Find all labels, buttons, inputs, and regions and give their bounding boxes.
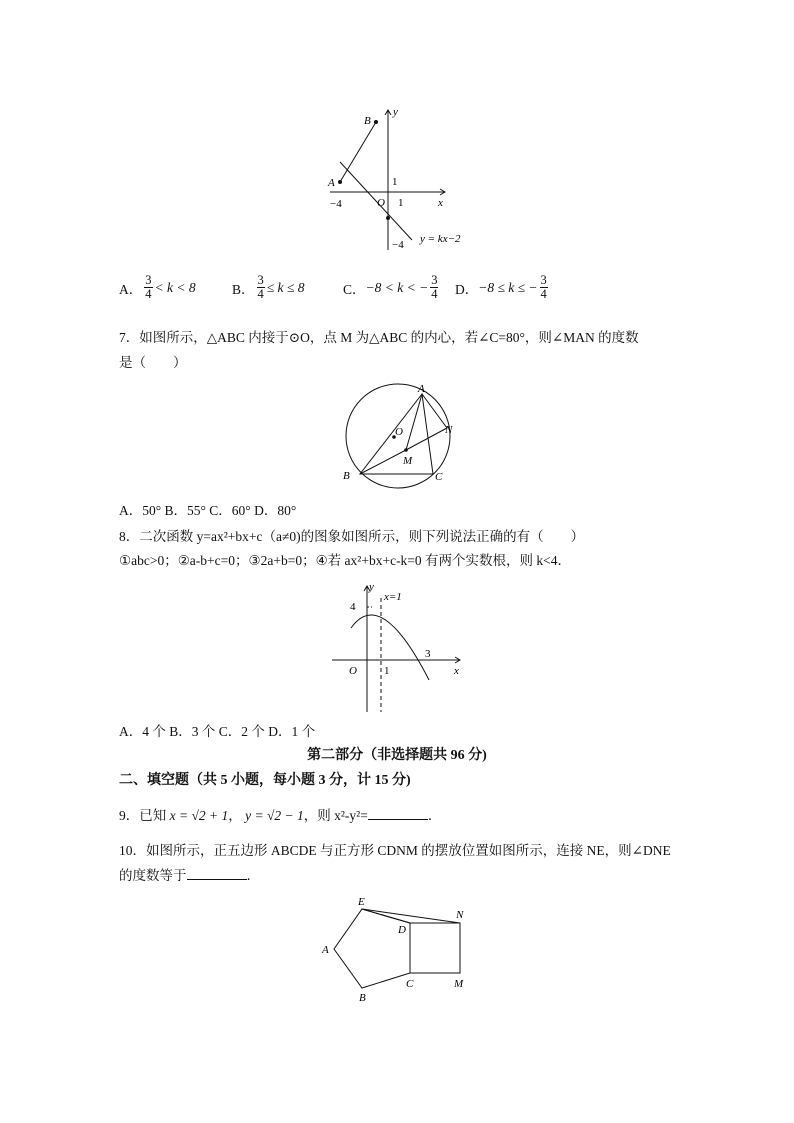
line-ne (362, 909, 460, 923)
q10-line2-end: ． (246, 868, 260, 883)
q10-line1: 10．如图所示，正五边形 ABCDE 与正方形 CDNM 的摆放位置如图所示，连接 NE，则∠DNE (119, 843, 671, 858)
line-bm (360, 450, 406, 474)
label-y: y (369, 581, 374, 593)
option-a-prefix: A． (119, 281, 143, 297)
line-am (406, 394, 422, 450)
q9-sep: ， (228, 808, 242, 823)
pentagon-abcde (334, 909, 410, 988)
q7-line1: 7．如图所示，△ABC 内接于⊙O，点 M 为△ABC 的内心，若∠C=80°，则∠MAN 的度数 (119, 330, 639, 345)
label-one-y: 1 (392, 176, 398, 188)
label-neg4-y: −4 (392, 239, 404, 251)
point-intercept (386, 216, 390, 220)
point-m (404, 448, 408, 452)
label-o: O (349, 665, 357, 677)
q9-answer-blank[interactable] (368, 806, 428, 820)
line-mn (406, 428, 447, 450)
option-a-fraction: $\frac{3}{4}$ (145, 273, 152, 301)
label-o: O (395, 426, 403, 438)
option-c-prefix: C． (343, 281, 366, 297)
label-b: B (364, 115, 371, 127)
label-a: A (328, 177, 335, 189)
q7-options: A．50° B．55° C．60° D．80° (119, 503, 297, 518)
label-one-x: 1 (398, 197, 404, 209)
q6-figure (320, 100, 480, 260)
label-x: x (454, 665, 459, 677)
q10-line2 (119, 866, 260, 886)
label-n: N (456, 909, 464, 921)
q9-end: ． (427, 808, 442, 823)
option-c-fraction: $\frac{3}{4}$ (431, 273, 438, 301)
label-a: A (322, 944, 329, 956)
q6-option-c (343, 274, 440, 301)
q8-figure (330, 578, 470, 716)
q10-answer-blank[interactable] (187, 866, 247, 880)
label-n: N (445, 424, 453, 436)
q8-options: A．4 个 B．3 个 C．2 个 D．1 个 (119, 724, 316, 739)
section2-title: 二、填空题（共 5 小题，每小题 3 分，计 15 分) (119, 773, 411, 788)
q9-suffix: ，则 x²-y²= (303, 808, 368, 823)
q9-line (119, 806, 441, 826)
label-four: 4 (350, 601, 356, 613)
q7-line2: 是（ ） (119, 355, 187, 370)
point-a (338, 180, 342, 184)
q6-option-a (119, 274, 196, 301)
option-d-fraction: $\frac{3}{4}$ (540, 273, 547, 301)
square-cdnm (410, 923, 460, 973)
label-m: M (403, 455, 413, 467)
label-y: y (393, 106, 398, 118)
q10-figure (318, 893, 478, 1005)
q8-line1: 8．二次函数 y=ax²+bx+c（a≠0)的图象如图所示，则下列说法正确的有（ ） (119, 529, 585, 544)
q7-figure (335, 380, 465, 490)
label-one: 1 (384, 665, 390, 677)
label-three: 3 (425, 648, 431, 660)
label-m: M (454, 978, 464, 990)
label-a: A (418, 383, 425, 395)
option-a-rest: < k < 8 (154, 279, 196, 295)
label-neg4-x: −4 (330, 198, 342, 210)
option-b-fraction: $\frac{3}{4}$ (257, 273, 264, 301)
segment-ab (340, 122, 376, 182)
label-c: C (435, 471, 443, 483)
option-b-prefix: B． (232, 281, 255, 297)
q9-prefix: 9．已知 (119, 808, 167, 823)
option-d-left: −8 ≤ k ≤ − (478, 279, 538, 295)
label-axis-x1: x=1 (384, 591, 402, 603)
label-o: O (377, 197, 385, 209)
label-line: y = kx−2 (420, 233, 461, 245)
label-c: C (406, 978, 414, 990)
option-b-rest: ≤ k ≤ 8 (266, 279, 305, 295)
parabola (351, 615, 429, 680)
q9-y-expr: y = √2 − 1 (245, 808, 304, 823)
label-b: B (343, 470, 350, 482)
q8-line2: ①abc>0；②a-b+c=0；③2a+b=0；④若 ax²+bx+c-k=0 有两个实数根，则 k<4． (119, 553, 572, 568)
q6-option-b (232, 274, 304, 301)
q9-x-expr: x = √2 + 1 (169, 808, 229, 823)
option-c-left: −8 < k < − (365, 279, 429, 295)
q6-option-d (455, 274, 550, 301)
part2-title: 第二部分（非选择题共 96 分) (307, 748, 487, 763)
label-d: D (398, 924, 406, 936)
line-de-n (362, 909, 410, 923)
point-b (374, 120, 378, 124)
label-x: x (438, 197, 443, 209)
label-e: E (358, 896, 365, 908)
label-b: B (359, 992, 366, 1004)
option-d-prefix: D． (455, 281, 479, 297)
q10-line2-prefix: 的度数等于 (119, 868, 187, 883)
